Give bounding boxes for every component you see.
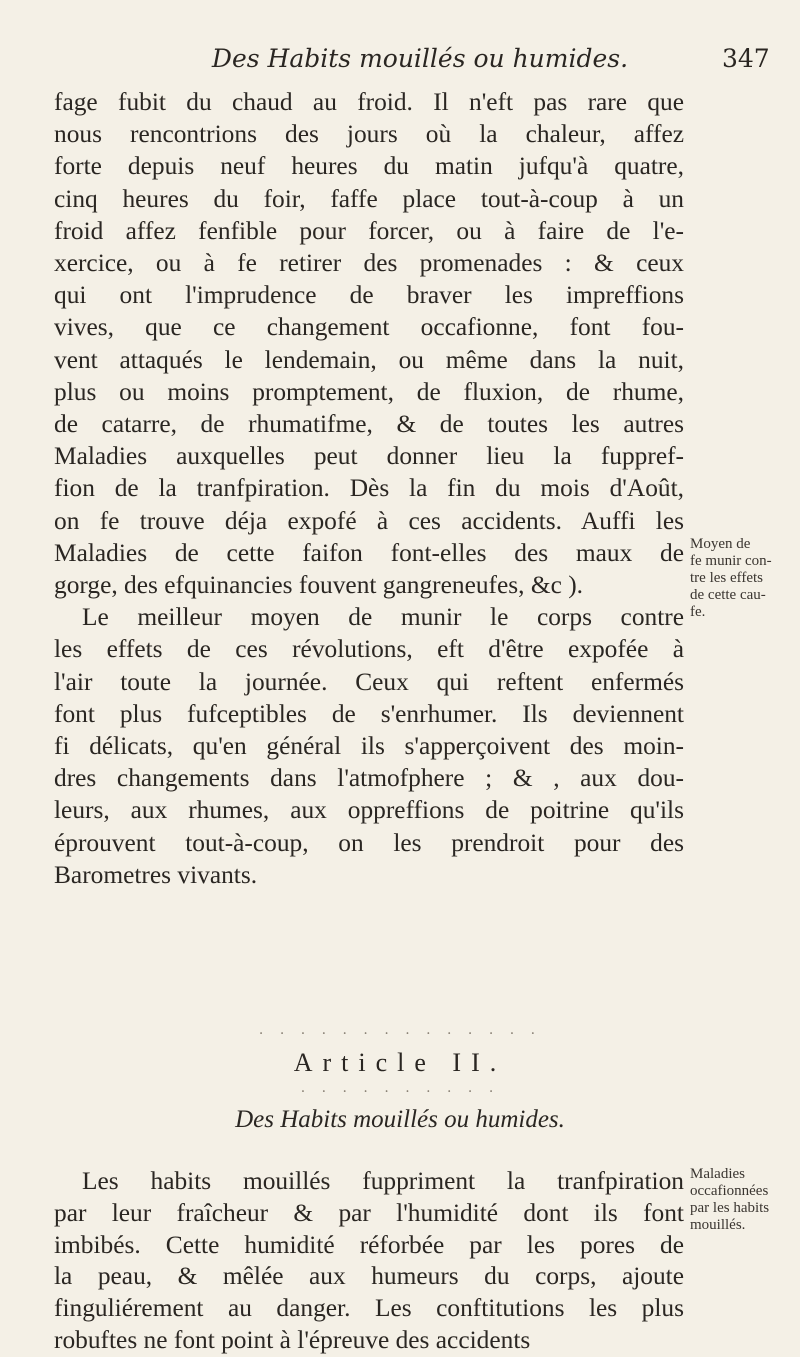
text-line: gorge, des efquinancies fouvent gangreneufes, &c ).	[54, 571, 584, 600]
text-line: éprouvent tout-à-coup, on les prendroit pour des	[54, 828, 684, 857]
text-line: leurs, aux rhumes, aux oppreffions de poitrine qu'ils	[54, 796, 684, 825]
section-title: Des Habits mouillés ou humides.	[235, 1106, 565, 1133]
text-line: dres changements dans l'atmofphere ; & , aux dou-	[54, 764, 684, 793]
margin-note-line: fe.	[690, 604, 706, 620]
text-line: fi délicats, qu'en général ils s'apperçoivent des moin-	[54, 732, 684, 761]
margin-note-diseases	[690, 1166, 796, 1234]
paragraph-1	[54, 86, 684, 601]
margin-note-line: tre les effets	[690, 570, 764, 586]
page-number: 347	[722, 44, 770, 73]
text-line: plus ou moins promptement, de fluxion, de rhume,	[54, 377, 684, 406]
running-head: Des Habits mouillés ou humides.	[211, 44, 629, 73]
main-text-block	[54, 86, 684, 891]
text-line: xercice, ou à fe retirer des promenades : & ceux	[54, 249, 684, 278]
paragraph-2	[54, 601, 684, 891]
text-line: imbibés. Cette humidité réforbée par les pores de	[54, 1230, 684, 1259]
text-line: on fe trouve déja expofé à ces accidents. Auffi les	[54, 506, 684, 535]
text-line: fion de la tranfpiration. Dès la fin du mois d'Août,	[54, 474, 684, 503]
paragraph-3	[54, 1166, 684, 1357]
text-line: froid affez fenfible pour forcer, ou à faire de l'e-	[54, 216, 684, 245]
margin-note-line: par les habits	[690, 1200, 770, 1216]
margin-note-line: mouillés.	[690, 1217, 746, 1233]
faint-ornament-rule: · · · · · · · · · · · · · ·	[258, 1026, 542, 1042]
text-line: font plus fufceptibles de s'enrhumer. Ils deviennent	[54, 699, 684, 728]
text-line: vives, que ce changement occafionne, font fou-	[54, 313, 684, 342]
text-line: fage fubit du chaud au froid. Il n'eft pas rare que	[54, 88, 684, 116]
text-line: par leur fraîcheur & par l'humidité dont ils font	[54, 1198, 684, 1227]
text-line: robuftes ne font point à l'épreuve des accidents	[54, 1325, 531, 1354]
text-line: de catarre, de rhumatifme, & de toutes les autres	[54, 410, 684, 439]
text-line: forte depuis neuf heures du matin jufqu'à quatre,	[54, 152, 684, 181]
article-heading: Article II.	[293, 1048, 507, 1077]
text-line: Maladies de cette faifon font-elles des maux de	[54, 538, 684, 567]
margin-note-line: fe munir con-	[690, 553, 772, 569]
text-line: Barometres vivants.	[54, 860, 258, 889]
text-line: finguliérement au danger. Les conftitutions les plus	[54, 1294, 684, 1323]
text-line: Les habits mouillés fuppriment la tranfpiration	[82, 1167, 684, 1195]
margin-note-line: Maladies	[690, 1166, 745, 1182]
text-line: les effets de ces révolutions, eft d'être expofée à	[54, 635, 684, 664]
margin-note-line: de cette cau-	[690, 587, 766, 603]
margin-note-line: occafionnées	[690, 1183, 769, 1199]
text-line: Le meilleur moyen de munir le corps contre	[82, 603, 684, 632]
margin-note-remedy	[690, 536, 796, 621]
faint-ornament-rule: · · · · · · · · · ·	[300, 1084, 500, 1100]
text-line: l'air toute la journée. Ceux qui reftent enfermés	[54, 667, 684, 696]
text-line: cinq heures du foir, faffe place tout-à-coup à un	[54, 184, 684, 213]
text-line: Maladies auxquelles peut donner lieu la fuppref-	[54, 442, 684, 471]
margin-note-line: Moyen de	[690, 536, 751, 552]
text-line: qui ont l'imprudence de braver les impreffions	[54, 281, 684, 310]
text-line: vent attaqués le lendemain, ou même dans la nuit,	[54, 345, 684, 374]
text-line: la peau, & mêlée aux humeurs du corps, ajoute	[54, 1262, 684, 1291]
text-line: nous rencontrions des jours où la chaleur, affez	[54, 120, 684, 149]
